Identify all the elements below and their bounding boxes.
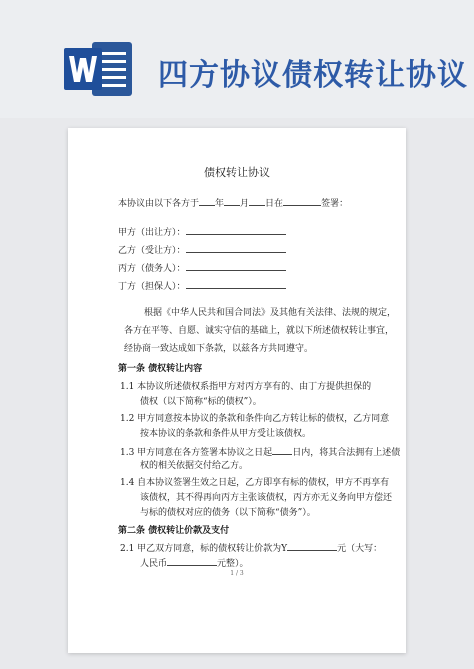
clause-line: 权的相关依据交付给乙方。	[140, 461, 249, 471]
intro-line: 本协议由以下各方于 年 月 日在 签署：	[118, 196, 348, 210]
clause-line: 2.1 甲乙双方同意，标的债权转让价款为Y 元（大写：	[120, 541, 382, 555]
clause-line: 1.2 甲方同意按本协议的条款和条件向乙方转让标的债权，乙方同意	[120, 414, 390, 424]
party-line-2	[118, 243, 286, 257]
page-number: 1 / 3	[230, 570, 244, 577]
word-app-icon	[62, 40, 134, 98]
page-title: 四方协议债权转让协议	[158, 58, 468, 93]
preamble-line: 根据《中华人民共和国合同法》及其他有关法律、法规的规定，	[144, 308, 397, 318]
document-page	[68, 128, 406, 653]
party-line-3	[118, 261, 286, 275]
party-line-1	[118, 225, 286, 239]
party-label: 甲方（出让方）：	[118, 228, 186, 238]
party-label: 丁方（担保人）：	[118, 282, 186, 292]
place-blank	[283, 196, 321, 206]
party-label: 乙方（受让方）：	[118, 246, 186, 256]
party-blank	[186, 243, 286, 253]
year-blank	[199, 196, 215, 206]
party-label: 丙方（债务人）：	[118, 264, 186, 274]
preamble-line: 经协商一致达成如下条款，以兹各方共同遵守。	[124, 344, 314, 354]
clause-line: 人民币 元整）。	[140, 556, 249, 570]
party-blank	[186, 261, 286, 271]
document-title: 债权转让协议	[204, 166, 270, 179]
clause-line: 1.3 甲方同意在各方签署本协议之日起 日内，将其合法拥有上述债	[120, 445, 400, 459]
party-blank	[186, 279, 286, 289]
amount-words-blank	[167, 556, 217, 566]
party-blank	[186, 225, 286, 235]
clause-line: 与标的债权对应的债务（以下简称“债务”）。	[140, 508, 316, 518]
party-line-4	[118, 279, 286, 293]
clause-line: 该债权，其不得再向丙方主张该债权，丙方亦无义务向甲方偿还	[140, 493, 393, 503]
article-heading: 第二条 债权转让价款及支付	[118, 526, 230, 536]
clause-line: 1.4 自本协议签署生效之日起，乙方即享有标的债权，甲方不再享有	[120, 478, 390, 488]
article-heading: 第一条 债权转让内容	[118, 364, 203, 374]
month-blank	[224, 196, 240, 206]
day-blank	[249, 196, 265, 206]
page-header	[0, 0, 474, 118]
days-blank	[272, 445, 292, 455]
amount-blank	[287, 541, 337, 551]
clause-line: 债权（以下简称“标的债权”）。	[140, 397, 262, 407]
preamble-line: 各方在平等、自愿、诚实守信的基础上，就以下所述债权转让事宜，	[124, 326, 395, 336]
clause-line: 按本协议的条款和条件从甲方受让该债权。	[140, 429, 312, 439]
clause-line: 1.1 本协议所述债权系指甲方对丙方享有的、由丁方提供担保的	[120, 382, 372, 392]
